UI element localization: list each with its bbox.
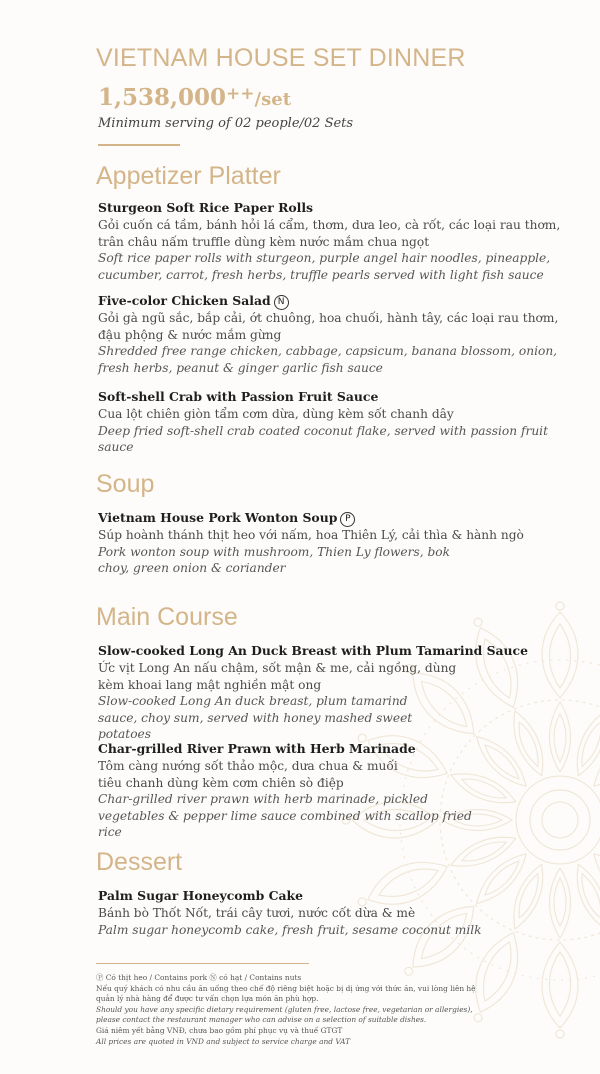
dish-description-vn: Gỏi gà ngũ sắc, bắp cải, ớt chuông, hoa chuối, hành tây, các loại rau thơm, đậu phộng & nước mắm gừng [98, 311, 559, 342]
section-title-main-course: Main Course [96, 603, 238, 631]
dish-description-vn: Tôm càng nướng sốt thảo mộc, dưa chua & muối tiêu chanh dùng kèm cơm chiên sò điệp [98, 759, 398, 790]
section-title-appetizer: Appetizer Platter [96, 162, 281, 190]
dish-description-vn: Cua lột chiên giòn tẩm cơm dừa, dùng kèm sốt chanh dây [98, 407, 454, 421]
dish-description-vn: Bánh bò Thốt Nốt, trái cây tươi, nước cốt dừa & mè [98, 906, 416, 920]
dish-name: Vietnam House Pork Wonton Soup [98, 510, 338, 525]
dish-description-en: Deep fried soft-shell crab coated coconut flake, served with passion fruit sauce [98, 423, 548, 454]
dish-name-row [98, 509, 568, 527]
dish-description-en: Soft rice paper rolls with sturgeon, purple angel hair noodles, pineapple, cucumber, carrot, fresh herbs, truffle pearls served with light fish sauce [98, 251, 551, 282]
dish-item [98, 292, 568, 376]
dish-name: Sturgeon Soft Rice Paper Rolls [98, 200, 314, 215]
set-price [98, 84, 291, 111]
dish-name-row [98, 292, 568, 310]
dish-name: Soft-shell Crab with Passion Fruit Sauce [98, 389, 379, 404]
price-amount: 1,538,000 [98, 84, 227, 111]
dish-description-vn: Súp hoành thánh thịt heo với nấm, hoa Thiên Lý, cải thìa & hành ngò [98, 528, 524, 542]
dish-item [98, 740, 568, 841]
dish-description-vn: Gỏi cuốn cá tầm, bánh hỏi lá cẩm, thơm, dưa leo, cà rốt, các loại rau thơm, trân châu nấm truffle dùng kèm nước mắm chua ngọt [98, 218, 561, 249]
dish-description-en: Char-grilled river prawn with herb marinade, pickled vegetables & pepper lime sauce combined with scallop fried rice [98, 792, 472, 839]
dish-description-en: Shredded free range chicken, cabbage, capsicum, banana blossom, onion, fresh herbs, peanut & ginger garlic fish sauce [98, 344, 558, 375]
dish-description-vn: Ức vịt Long An nấu chậm, sốt mận & me, cải ngồng, dùng kèm khoai lang mật nghiền mật ong [98, 661, 457, 692]
title-divider [98, 144, 180, 146]
dish-item [98, 199, 568, 283]
dish-description-en: Slow-cooked Long An duck breast, plum tamarind sauce, choy sum, served with honey mashed sweet potatoes [98, 694, 413, 741]
dietary-note-en: Should you have any specific dietary requirement (gluten free, lactose free, vegetarian or allergies), please contact the restaurant manager who can advise on a selection of suitable dishes. [96, 1004, 473, 1025]
dish-name: Slow-cooked Long An Duck Breast with Plum Tamarind Sauce [98, 643, 528, 658]
section-title-soup: Soup [96, 470, 155, 498]
section-title-dessert: Dessert [96, 848, 183, 876]
footer-notes [96, 973, 476, 1047]
dish-item [98, 887, 568, 938]
price-unit: /set [254, 89, 292, 110]
dish-description-en: Palm sugar honeycomb cake, fresh fruit, sesame coconut milk [98, 922, 482, 937]
dietary-note-vn: Nếu quý khách có nhu cầu ăn uống theo chế độ riêng biệt hoặc bị dị ứng với thức ăn, vui lòng liên hệ quản lý nhà hàng để được tư vấn chọn lựa món ăn phù hợp. [96, 983, 476, 1004]
nuts-icon: N [274, 295, 289, 310]
dish-item [98, 388, 568, 456]
minimum-serving: Minimum serving of 02 people/02 Sets [98, 116, 354, 131]
dish-name: Five-color Chicken Salad [98, 293, 271, 308]
price-note-vn: Giá niêm yết bằng VNĐ, chưa bao gồm phí phục vụ và thuế GTGT [96, 1025, 343, 1035]
dish-name: Char-grilled River Prawn with Herb Marinade [98, 741, 416, 756]
pork-icon: P [340, 512, 355, 527]
footer-divider [96, 963, 309, 964]
dish-item [98, 642, 568, 743]
dish-name: Palm Sugar Honeycomb Cake [98, 888, 303, 903]
price-suffix: ++ [226, 84, 255, 104]
dish-description-en: Pork wonton soup with mushroom, Thien Ly flowers, bok choy, green onion & coriander [98, 544, 451, 575]
price-note-en: All prices are quoted in VND and subject to service charge and VAT [96, 1036, 351, 1046]
menu-title: VIETNAM HOUSE SET DINNER [96, 44, 466, 72]
dish-item [98, 509, 568, 577]
allergen-legend: Ⓟ Có thịt heo / Contains pork Ⓝ có hạt / Contains nuts [96, 973, 302, 982]
